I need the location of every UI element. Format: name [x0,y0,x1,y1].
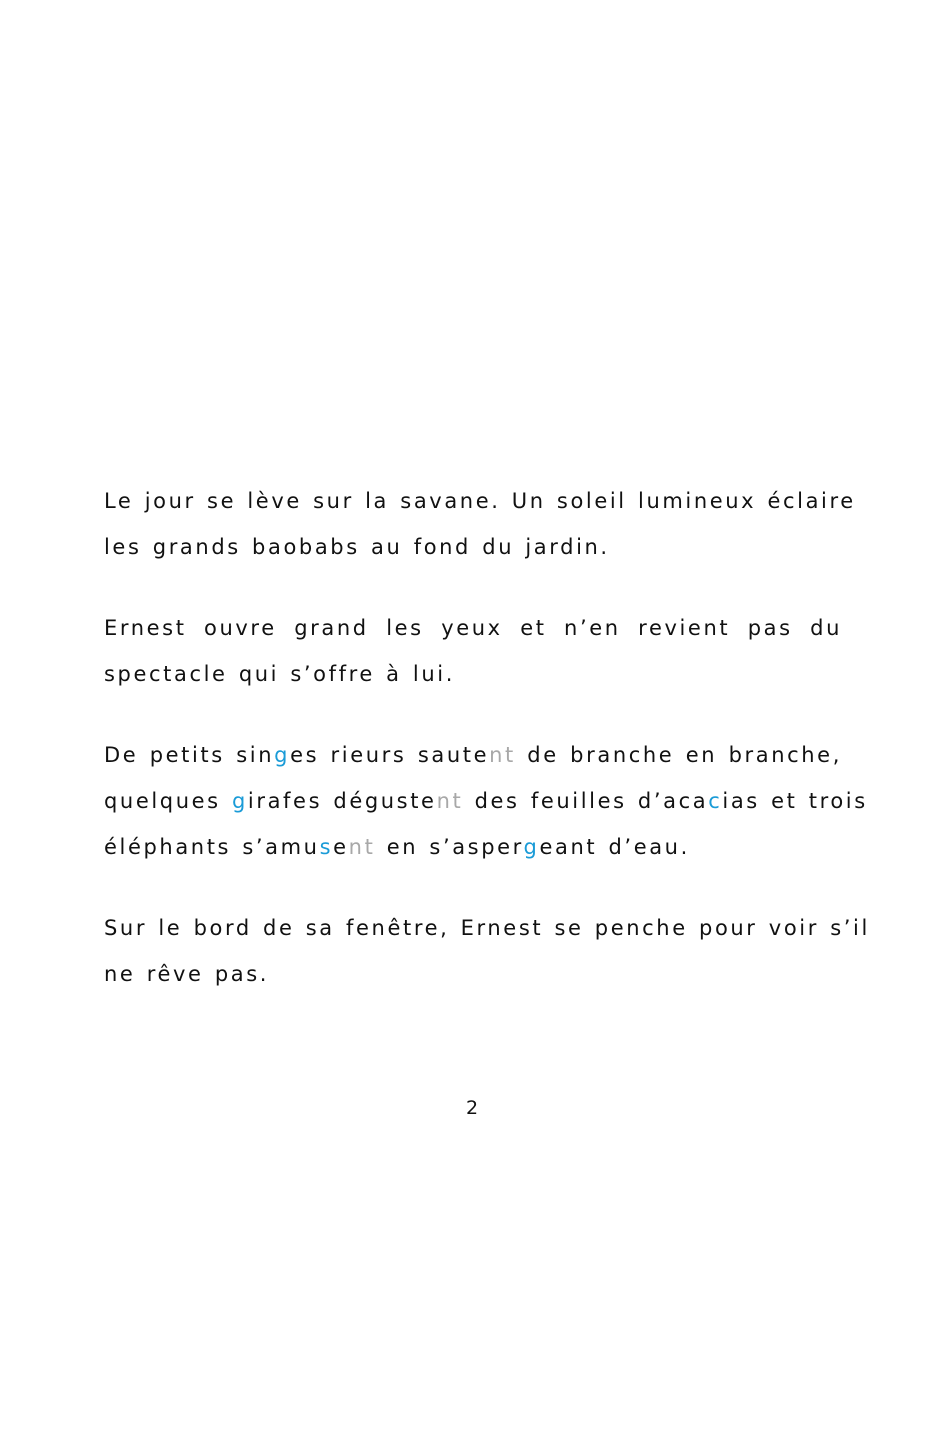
highlighted-letters: g [523,835,540,859]
highlighted-letters: nt [436,789,464,813]
text-line [104,905,870,951]
highlighted-letters: c [708,789,723,813]
text-segment: Ernest ouvre grand les yeux et n’en revient pas du [104,616,842,640]
highlighted-letters: nt [489,743,516,767]
highlighted-letters: s [319,835,334,859]
text-segment: irafes déguste [247,789,437,813]
text-segment: e [333,835,349,859]
text-segment: des feuilles d’aca [463,789,709,813]
text-segment: les grands baobabs au fond du jardin. [104,535,610,559]
text-segment: quelques [104,789,232,813]
text-line [104,732,842,778]
paragraph-3 [104,732,868,870]
text-segment: De petits sin [104,743,275,767]
text-segment: es rieurs saute [290,743,490,767]
text-segment: en s’asper [375,835,524,859]
highlighted-letters: g [231,789,248,813]
text-segment: ne rêve pas. [104,962,270,986]
highlighted-letters: nt [348,835,376,859]
story-text [104,478,870,1032]
text-segment: Le jour se lève sur la savane. Un soleil lumineux éclaire [104,489,856,513]
text-line [104,951,842,997]
text-segment: spectacle qui s’offre à lui. [104,662,455,686]
text-line [104,478,856,524]
text-line [104,524,842,570]
paragraph-4 [104,905,870,997]
text-line [104,778,868,824]
text-segment: Sur le bord de sa fenêtre, Ernest se penche pour voir s’il [104,916,870,940]
text-segment: de branche en branche, [515,743,842,767]
text-line [104,651,842,697]
text-segment: ias et trois [722,789,868,813]
text-line [104,605,842,651]
highlighted-letters: g [274,743,291,767]
text-segment: eant d’eau. [539,835,690,859]
paragraph-2 [104,605,842,697]
text-segment: éléphants s’amu [104,835,320,859]
paragraph-1 [104,478,856,570]
text-line [104,824,842,870]
page-number: 2 [465,1097,480,1119]
